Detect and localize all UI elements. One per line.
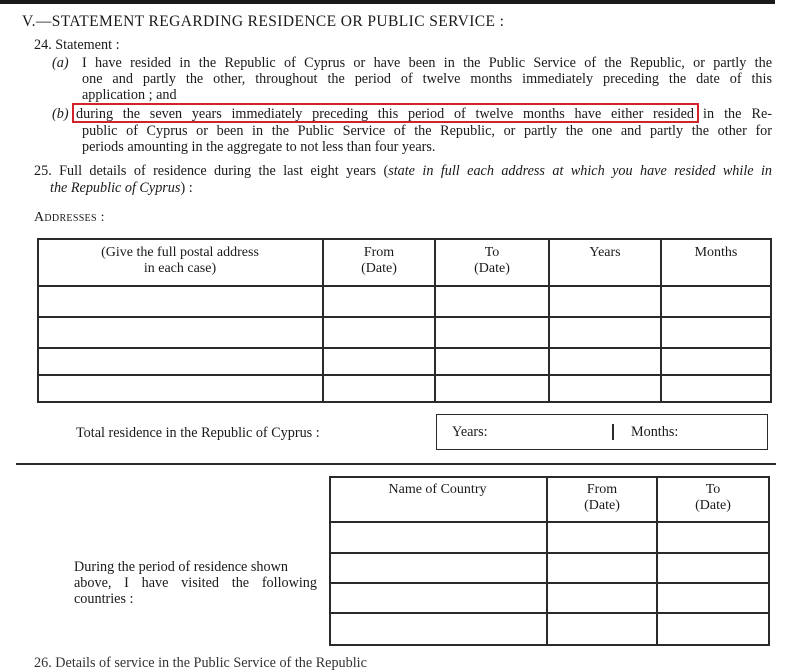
countries-table-top-border (329, 476, 770, 478)
addresses-header-months (662, 245, 770, 261)
top-rule (0, 0, 775, 4)
addresses-table-bottom-border (37, 401, 772, 403)
countries-cell-to[interactable] (658, 554, 766, 581)
addresses-table-top-border (37, 238, 772, 240)
addresses-header-address-line2: in each case) (143, 261, 217, 276)
countries-cell-from[interactable] (548, 554, 654, 581)
addresses-cell-to[interactable] (436, 287, 546, 315)
addresses-header-address (40, 245, 320, 277)
countries-cell-to[interactable] (658, 584, 766, 611)
countries-side-text-line-2: above, I have visited the following (74, 575, 317, 591)
item-25-heading-end: ) : (180, 180, 193, 196)
countries-header-from-line2: (Date) (584, 498, 620, 513)
countries-cell-from[interactable] (548, 614, 654, 643)
item-25-line-2 (50, 180, 193, 197)
item-24-heading: 24. Statement : (34, 37, 120, 53)
countries-cell-from[interactable] (548, 584, 654, 611)
item-24b-label: (b) (52, 106, 69, 122)
countries-header-from-line1: From (586, 482, 618, 497)
addresses-header-years-line1: Years (589, 245, 621, 260)
countries-side-text-line-1: During the period of residence shown (74, 559, 288, 575)
addresses-header-to-line2: (Date) (474, 261, 510, 276)
section-separator (16, 463, 776, 465)
section-title: V.—STATEMENT REGARDING RESIDENCE OR PUBLIC SERVICE : (22, 13, 505, 30)
highlight-box (72, 103, 699, 123)
item-24a-line-2: one and partly the other, throughout the period of twelve months immediately preceding the date of this (82, 71, 772, 87)
addresses-header-to-line1: To (484, 245, 500, 260)
total-residence-label: Total residence in the Republic of Cyprus : (76, 425, 320, 441)
addresses-cell-address[interactable] (39, 318, 320, 346)
countries-cell-name[interactable] (331, 523, 544, 551)
countries-cell-name[interactable] (331, 584, 544, 611)
total-years-field[interactable] (504, 418, 608, 446)
addresses-cell-months[interactable] (662, 318, 768, 346)
countries-table-bottom-border (329, 644, 770, 646)
countries-cell-name[interactable] (331, 554, 544, 581)
addresses-cell-from[interactable] (324, 376, 432, 400)
item-24a-label: (a) (52, 55, 69, 71)
item-24a-line-1: I have resided in the Republic of Cyprus or have been in the Public Service of the Republic, or partly the (82, 55, 772, 71)
addresses-cell-months[interactable] (662, 287, 768, 315)
countries-cell-to[interactable] (658, 523, 766, 551)
item-24b-line-1-rest: in the Re- (703, 106, 772, 122)
addresses-cell-to[interactable] (436, 349, 546, 373)
addresses-cell-from[interactable] (324, 318, 432, 346)
addresses-cell-to[interactable] (436, 318, 546, 346)
addresses-label: Addresses : (34, 210, 105, 225)
item-25-heading-plain: 25. Full details of residence during the last eight years ( (34, 163, 389, 179)
countries-header-to-line1: To (705, 482, 721, 497)
addresses-header-address-line1: (Give the full postal address (101, 245, 259, 260)
addresses-cell-address[interactable] (39, 376, 320, 400)
addresses-cell-address[interactable] (39, 349, 320, 373)
countries-header-to-line2: (Date) (695, 498, 731, 513)
addresses-cell-years[interactable] (550, 376, 658, 400)
countries-header-to (658, 482, 768, 514)
addresses-cell-years[interactable] (550, 349, 658, 373)
addresses-table-right-border (770, 238, 772, 403)
item-26-heading-cut: 26. Details of service in the Public Service of the Republic (34, 655, 367, 671)
countries-side-text-line-3: countries : (74, 591, 134, 607)
addresses-cell-years[interactable] (550, 318, 658, 346)
item-24a-line-3: application ; and (82, 87, 177, 103)
addresses-header-years (550, 245, 660, 261)
addresses-header-from-line1: From (363, 245, 395, 260)
item-24b-line-2: public of Cyprus or been in the Public Service of the Republic, or partly the one and partly the other for (82, 123, 772, 139)
addresses-cell-years[interactable] (550, 287, 658, 315)
countries-cell-from[interactable] (548, 523, 654, 551)
addresses-header-from-line2: (Date) (361, 261, 397, 276)
item-24b-line-3: periods amounting in the aggregate to not less than four years. (82, 139, 436, 155)
countries-header-name-line1: Name of Country (388, 482, 487, 497)
item-25-line-1 (34, 163, 772, 180)
addresses-cell-months[interactable] (662, 376, 768, 400)
countries-cell-name[interactable] (331, 614, 544, 643)
addresses-cell-months[interactable] (662, 349, 768, 373)
total-years-label: Years: (452, 424, 488, 440)
item-24b-highlighted-text: during the seven years immediately preceding this period of twelve months have either resided (76, 106, 694, 122)
addresses-header-from (324, 245, 434, 277)
addresses-cell-from[interactable] (324, 349, 432, 373)
addresses-header-months-line1: Months (694, 245, 738, 260)
item-25-heading-italic-2: the Republic of Cyprus (50, 180, 181, 196)
total-box-divider (612, 424, 614, 440)
addresses-header-to (436, 245, 548, 277)
item-25-heading-italic: state in full each address at which you have resided while in (388, 163, 772, 179)
total-months-label: Months: (631, 424, 679, 440)
countries-cell-to[interactable] (658, 614, 766, 643)
addresses-cell-from[interactable] (324, 287, 432, 315)
countries-header-name (331, 482, 544, 498)
countries-header-from (548, 482, 656, 514)
addresses-cell-to[interactable] (436, 376, 546, 400)
addresses-cell-address[interactable] (39, 287, 320, 315)
countries-table-right-border (768, 476, 770, 646)
total-months-field[interactable] (692, 418, 764, 446)
